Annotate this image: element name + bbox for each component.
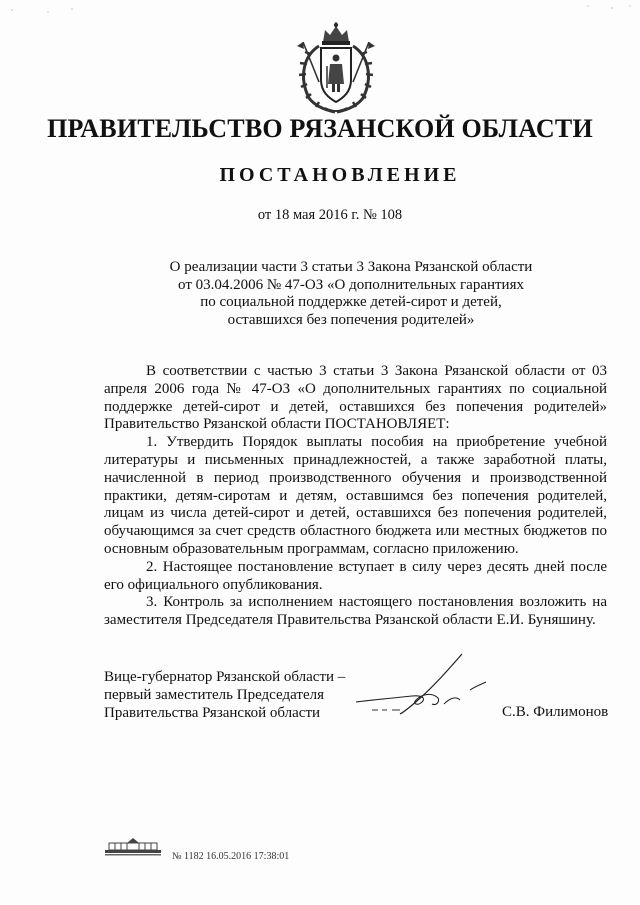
registration-number: № 1182 16.05.2016 17:38:01 [172,851,290,862]
body-paragraph-preamble: В соответствии с частью 3 статьи 3 Закона Рязанской области от 03 апреля 2006 года № 47-ОЗ «О дополнительных гарантиях по социальной поддержке детей-сирот и детей, оставшихся без попечения родителей» Правительство Рязанской области ПОСТАНОВЛЯЕТ: [104,363,607,433]
subject-line: О реализации части 3 статьи 3 Закона Рязанской области [169,259,533,275]
body-paragraph-item-3: 3. Контроль за исполнением настоящего постановления возложить на заместителя Председателя Правительства Рязанской области Е.И. Буняшину. [104,594,607,629]
signer-position-line: первый заместитель Председателя [104,686,324,703]
document-type: ПОСТАНОВЛЕНИЕ [219,164,461,186]
document-body [104,363,607,630]
signer-name: С.В. Филимонов [502,704,609,720]
body-paragraph-item-2: 2. Настоящее постановление вступает в силу через десять дней после его официального опубликования. [104,558,607,593]
subject-line: от 03.04.2006 № 47-ОЗ «О дополнительных гарантиях [178,276,524,293]
signer-position [104,669,345,722]
subject-line: оставшихся без попечения родителей» [227,311,475,328]
handwritten-signature [352,652,492,722]
coat-of-arms-icon [289,22,383,118]
body-paragraph-item-1: 1. Утвердить Порядок выплаты пособия на приобретение учебной литературы и письменных принадлежностей, а также заработной платы, начисленной в период производственного обучения и производственной практики, детям-сиротам и детям, оставшимся без попечения родителей, лицам из числа детей-сирот и детей, оставшихся без попечения родителей, обучающимся за счет средств областного бюджета или местных бюджетов по основным образовательным программам, согласно приложению. [104,434,607,557]
document-date-number: от 18 мая 2016 г. № 108 [257,207,403,223]
document-subject [120,259,582,329]
signer-position-line: Вице-губернатор Рязанской области – [104,669,346,685]
organization-title: ПРАВИТЕЛЬСТВО РЯЗАНСКОЙ ОБЛАСТИ [47,114,593,143]
signer-position-line: Правительства Рязанской области [104,704,321,721]
subject-line: по социальной поддержке детей-сирот и детей, [200,294,502,311]
government-building-icon [103,836,163,856]
